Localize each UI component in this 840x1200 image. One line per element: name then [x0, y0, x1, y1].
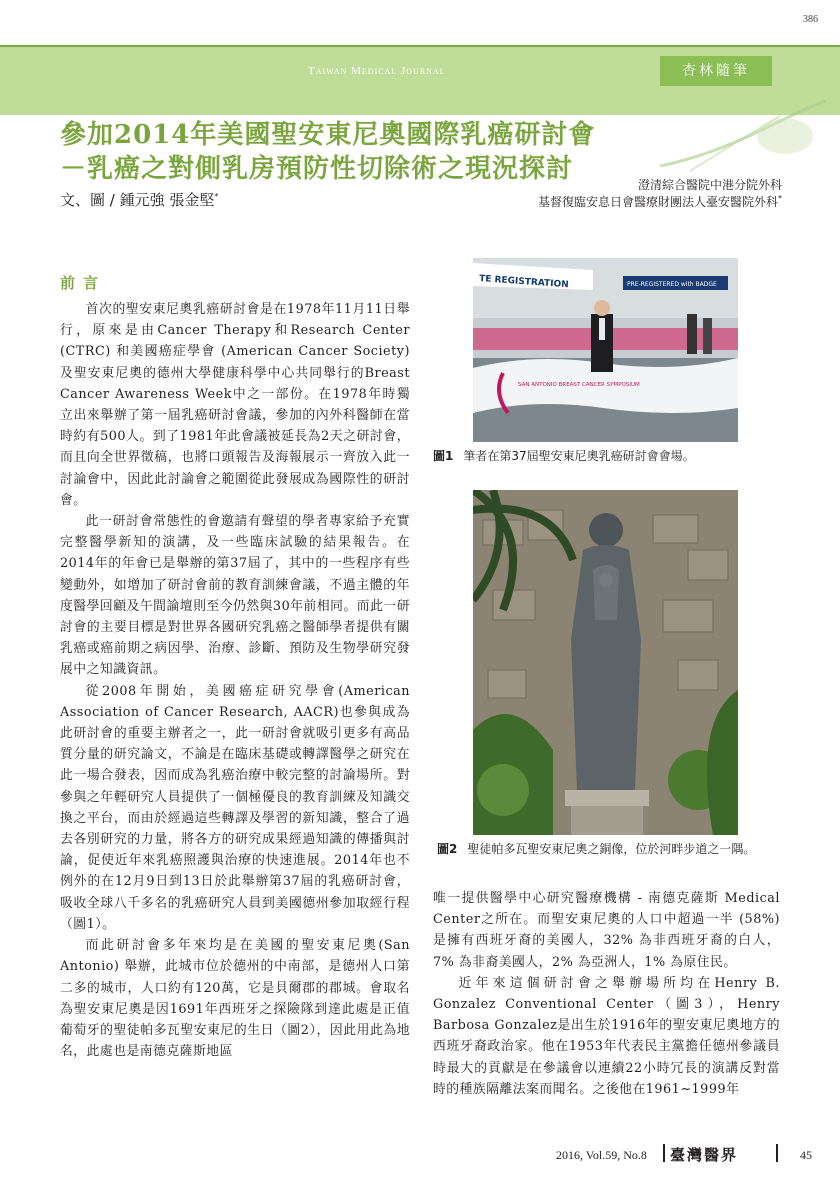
- figure-2-photo: [473, 490, 738, 835]
- affiliation-1: 澄清綜合醫院中港分院外科: [637, 178, 782, 192]
- footer-issue: 2016, Vol.59, No.8: [556, 1148, 647, 1162]
- paragraph: 首次的聖安東尼奧乳癌研討會是在1978年11月11日舉行，原來是由Cancer Therapy和Research Center (CTRC) 和美國癌症學會 (American Cancer Society) 及聖安東尼奧的德州大學健康科學中心共同舉行的Breast Cancer Awareness Week中之一部份。在1978年時獨立出來舉辦了第一屆乳癌研討會議，參加的內外科醫師在當時約有500人。到了1981年此會議被延長為2天之研討會，而且向全世界徵稿，也將口頭報告及海報展示一齊放入此一討論會中，因此此討論會之範圍從此發展成為國際性的研討會。: [60, 302, 410, 508]
- figure-1-label: 圖1: [433, 449, 454, 463]
- paragraph: 而此研討會多年來均是在美國的聖安東尼奧(San Antonio) 舉辦，此城市位於德州的中南部，是德州人口第二多的城市，人口約有120萬，它是貝爾郡的郡城。會取名為聖安東尼奧是因1691年西班牙之探險隊到達此處是正值葡萄牙的聖徒帕多瓦聖安東尼的生日（圖2），因此用此為地名，此處也是南德克薩斯地區: [60, 938, 410, 1060]
- section-heading: 前言: [60, 274, 107, 292]
- author-mark: *: [214, 192, 219, 201]
- affiliation-2: [538, 193, 782, 210]
- figure-2-caption-text: 聖徒帕多瓦聖安東尼奧之銅像，位於河畔步道之一隅。: [467, 842, 756, 856]
- author-names: 文、圖 / 鍾元強 張金堅: [60, 191, 215, 209]
- right-column: [433, 888, 780, 1100]
- paragraph: 從2008年開始，美國癌症研究學會(American Association of Cancer Research, AACR)也參與成為此研討會的重要主辦者之一，此一研討會就吸引更多有高品質分量的研究論文，不論是在臨床基礎或轉譯醫學之研究在此一場合發表，因而成為乳癌治療中較完整的討論場所。對參與之年輕研究人員提供了一個極優良的教育訓練及知識交換之平台，而由於經過這些轉譯及學習的新知識，整合了過去各別研究的力量，將各方的研究成果經過知識的傳播與討論，促使近年來乳癌照護與治療的快速進展。2014年也不例外的在12月9日到13日於此舉辦第37屆的乳癌研討會，吸收全球八千多名的乳癌研究人員到美國德州參加取經行程（圖1）。: [60, 683, 410, 932]
- figure-2-caption: [437, 840, 755, 857]
- author-line: [60, 189, 218, 210]
- figure-2-label: 圖2: [437, 842, 458, 856]
- article-title: [60, 118, 595, 186]
- pen-writing-icon: [650, 96, 830, 176]
- registration-hall-image: [473, 258, 738, 442]
- page-number: 386: [803, 14, 818, 25]
- column-tag: 杏林隨筆: [660, 56, 772, 86]
- title-line-2: －乳癌之對側乳房預防性切除術之現況探討: [60, 154, 574, 184]
- left-column: [60, 272, 410, 1062]
- figure-1-caption-text: 筆者在第37屆聖安東尼奧乳癌研討會會場。: [463, 449, 695, 463]
- figure-1-caption: [433, 447, 695, 464]
- statue-image: [473, 490, 738, 835]
- footer-divider: [663, 1144, 665, 1162]
- paragraph: 唯一提供醫學中心研究醫療機構 - 南德克薩斯 Medical Center之所在。而聖安東尼奧的人口中超過一半 (58%) 是擁有西班牙裔的美國人，32% 為非西班牙裔的白人，7% 為非裔美國人，2% 為亞洲人，1% 為原住民。: [433, 891, 780, 970]
- journal-name: Taiwan Medical Journal: [308, 65, 446, 77]
- figure-1-photo: [473, 258, 738, 442]
- affiliation-2-text: 基督復臨安息日會醫療財團法人臺安醫院外科: [537, 195, 778, 209]
- badge-sign-text: PRE-REGISTERED with BADGE: [627, 281, 717, 288]
- paragraph: 近年來這個研討會之舉辦場所均在Henry B. Gonzalez Conventional Center（圖3），Henry Barbosa Gonzalez是出生於1916年的聖安東尼奧地方的西班牙裔政治家。他在1953年代表民主黨擔任德州參議員時最大的貢獻是在參議會以連續22小時冗長的演講反對當時的種族隔離法案而聞名。之後他在1961~1999年: [433, 975, 780, 1097]
- title-line-1: 參加2014年美國聖安東尼奧國際乳癌研討會: [60, 120, 596, 150]
- affiliation-2-mark: *: [778, 194, 782, 203]
- banner-text: TE REGISTRATION: [478, 274, 570, 291]
- footer-divider: [776, 1144, 778, 1162]
- footer-page-number: 45: [800, 1148, 812, 1162]
- footer-magazine: 臺灣醫界: [670, 1146, 739, 1164]
- counter-sign-text: SAN ANTONIO BREAST CANCER SYMPOSIUM: [518, 382, 640, 388]
- paragraph: 此一研討會常態性的會邀請有聲望的學者專家給予充實完整醫學新知的演講，及一些臨床試驗的結果報告。在2014年的年會已是舉辦的第37屆了，其中的一些程序有些變動外，如增加了研討會前的教育訓練會議，不過主體的年度醫學回顧及午間論壇則至今仍然與30年前相同。而此一研討會的主要目標是對世界各國研究乳癌之醫師學者提供有關乳癌或癌前期之病因學、治療、診斷、預防及生物學研究發展中之知識資訊。: [60, 514, 410, 678]
- header-band-line: [0, 45, 840, 47]
